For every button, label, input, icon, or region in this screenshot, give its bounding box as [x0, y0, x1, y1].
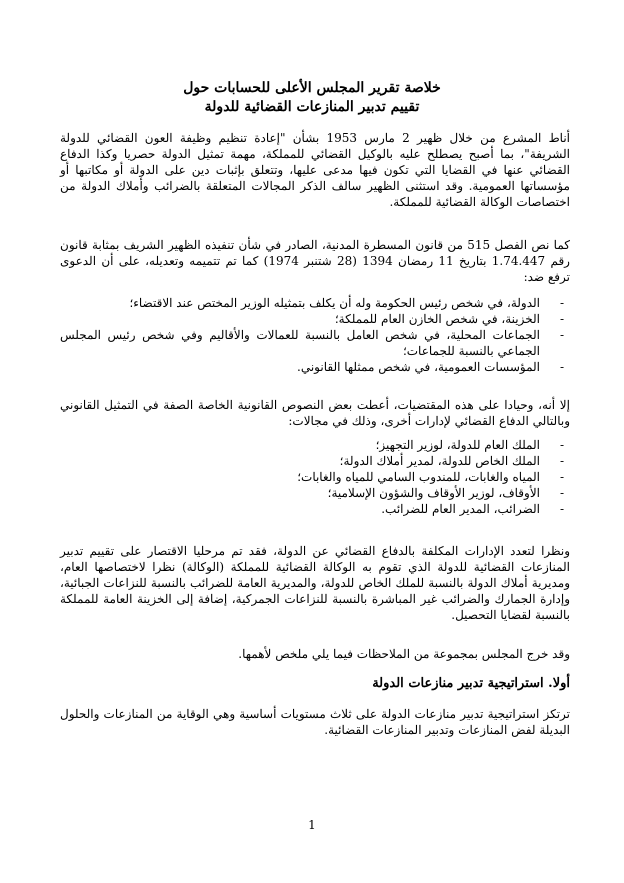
list-item: - الملك العام للدولة، لوزير التجهيز؛: [60, 437, 570, 453]
list-item: - الضرائب، المدير العام للضرائب.: [60, 501, 570, 517]
paragraph-5: وقد خرج المجلس بمجموعة من الملاحظات فيما يلي ملخص لأهمها.: [238, 647, 570, 661]
list-defendants: [60, 295, 570, 375]
list-item: - المؤسسات العمومية، في شخص ممثلها القانوني.: [60, 359, 570, 375]
list-item: - المياه والغابات، للمندوب السامي للمياه والغابات؛: [60, 469, 570, 485]
list-item: - الأوقاف، لوزير الأوقاف والشؤون الإسلامية؛: [60, 485, 570, 501]
paragraph-6: ترتكز استراتيجية تدبير منازعات الدولة على ثلاث مستويات أساسية وهي الوقاية من المنازعات والحلول البديلة لفض المنازعات وتدبير المنازعات القضائية.: [60, 707, 571, 737]
list-item: - الخزينة، في شخص الخازن العام للمملكة؛: [60, 311, 570, 327]
title-line-2: تقييم تدبير المنازعات القضائية للدولة: [204, 99, 420, 115]
list-item: - الجماعات المحلية، في شخص العامل بالنسبة للعمالات والأقاليم وفي شخص رئيس المجلس الجماعي بالنسبة للجماعات؛: [60, 327, 570, 359]
list-domains: [60, 437, 570, 517]
paragraph-4: ونظرا لتعدد الإدارات المكلفة بالدفاع القضائي عن الدولة، فقد تم مرحليا الاقتصار على تقييم تدبير المنازعات القضائية للدولة الذي تقوم به الوكالة القضائية للمملكة (الوكالة) نظرا لاختصاصها العام، ومديرية أملاك الدولة بالنسبة للملك الخاص للدولة، والمديرية العامة للضرائب بالنسبة للنزاعات الجبائية، وإدارة الجمارك والضرائب غير المباشرة بالنسبة للنزاعات الجمركية، إضافة إلى الخزينة العامة للمملكة بالنسبة لقضايا التحصيل.: [60, 544, 570, 622]
intro-paragraph: أناط المشرع من خلال ظهير 2 مارس 1953 بشأن "إعادة تنظيم وظيفة العون القضائي للدولة الشريفة"، بما أصبح يصطلح عليه بالوكيل القضائي للمملكة، مهمة تمثيل الدولة حصريا وكذا الدفاع القضائي عنها في القضايا التي تكون فيها مدعى عليها، وتتعلق بإثبات دين على الدولة أو مكاتبها أو مؤسساتها العمومية. وقد استثنى الظهير سالف الذكر المجالات المتعلقة بالضرائب وأملاك الدولة من اختصاصات الوكالة القضائية للمملكة.: [60, 131, 571, 209]
section-heading: أولا. استراتيجية تدبير منازعات الدولة: [372, 676, 570, 691]
list-item: - الدولة، في شخص رئيس الحكومة وله أن يكلف بتمثيله الوزير المختص عند الاقتضاء؛: [60, 295, 570, 311]
title-line-1: خلاصة تقرير المجلس الأعلى للحسابات حول: [183, 80, 441, 96]
paragraph-3: إلا أنه، وحيادا على هذه المقتضيات، أعطت بعض النصوص القانونية الخاصة الصفة في التمثيل القانوني وبالتالي الدفاع القضائي لإدارات أخرى، وذلك في مجالات:: [60, 398, 570, 428]
page-number: 1: [308, 818, 316, 832]
list-item: - الملك الخاص للدولة، لمدير أملاك الدولة؛: [60, 453, 570, 469]
paragraph-2: كما نص الفصل 515 من قانون المسطرة المدنية، الصادر في شأن تنفيذه الظهير الشريف بمثابة قانون رقم 1.74.447 بتاريخ 11 رمضان 1394 (28 شتنبر 1974) كما تم تتميمه وتعديله، على أن الدعوى ترفع ضد:: [60, 238, 570, 284]
